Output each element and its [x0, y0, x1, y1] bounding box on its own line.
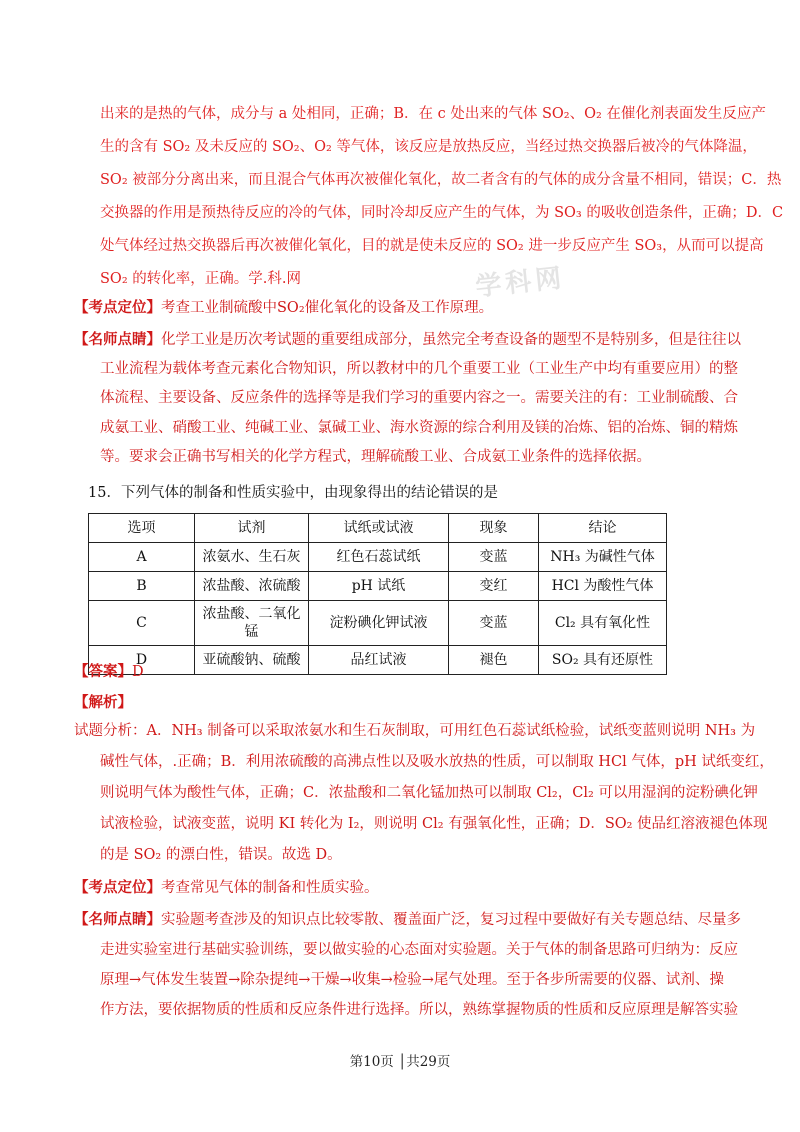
table-cell: 褪色: [449, 646, 539, 675]
table-cell: 变红: [449, 572, 539, 601]
kaodian-text: 考查工业制硫酸中SO₂催化氧化的设备及工作原理。: [161, 300, 494, 316]
table-header-cell: 现象: [449, 514, 539, 543]
table-header-cell: 试剂: [195, 514, 309, 543]
mingshi-line: 成氨工业、硝酸工业、纯碱工业、氯碱工业、海水资源的综合利用及镁的冶炼、铝的冶炼、铜的精炼: [100, 419, 738, 436]
experiment-table: [88, 513, 667, 675]
intro-line: 交换器的作用是预热待反应的冷的气体，同时冷却反应产生的气体，为 SO₃ 的吸收创造条件，正确；D．C: [100, 205, 784, 221]
table-cell: 红色石蕊试纸: [309, 543, 449, 572]
kaodian-text: 考查常见气体的制备和性质实验。: [161, 880, 379, 896]
table-cell: 变蓝: [449, 601, 539, 646]
table-cell: 变蓝: [449, 543, 539, 572]
table-cell: 淀粉碘化钾试液: [309, 601, 449, 646]
jiexi-section: [74, 688, 734, 718]
question-15: [88, 479, 748, 509]
mingshi-line: 体流程、主要设备、反应条件的选择等是我们学习的重要内容之一。需要关注的有：工业制硫酸、合: [100, 390, 738, 406]
table-cell: 浓氨水、生石灰: [195, 543, 309, 572]
table-cell: D: [89, 646, 195, 675]
table-header-cell: 结论: [539, 514, 667, 543]
page-footer: 第10页 │共29页: [349, 1054, 451, 1070]
analysis-line: 试液检验，试液变蓝，说明 KI 转化为 I₂，则说明 Cl₂ 有强氧化性，正确；D．SO₂ 使品红溶液褪色体现: [100, 816, 768, 832]
answer-tag: 【答案】: [74, 663, 132, 680]
mingshi-tag: 【名师点睛】: [74, 911, 161, 928]
table-cell: C: [89, 601, 195, 646]
intro-line: SO₂ 被部分分离出来，而且混合气体再次被催化氧化，故二者含有的气体的成分含量不相同，错误；C．热: [100, 172, 782, 188]
question-text: 15．下列气体的制备和性质实验中，由现象得出的结论错误的是: [88, 485, 498, 501]
analysis-paragraph: [74, 716, 774, 871]
analysis-line: 试题分析：A．NH₃ 制备可以采取浓氨水和生石灰制取，可用红色石蕊试纸检验，试纸变蓝则说明 NH₃ 为: [74, 723, 756, 739]
kaodian-tag: 【考点定位】: [74, 879, 161, 896]
kaodian-tag: 【考点定位】: [74, 299, 161, 316]
mingshi-section-2: [74, 905, 741, 1025]
table-cell: SO₂ 具有还原性: [539, 646, 667, 675]
intro-line: 出来的是热的气体，成分与 a 处相同，正确；B．在 c 处出来的气体 SO₂、O₂ 在催化剂表面发生反应产: [100, 106, 766, 122]
table-header-row: [89, 514, 667, 543]
mingshi-line: 走进实验室进行基础实验训练，要以做实验的心态面对实验题。关于气体的制备思路可归纳为：反应: [100, 942, 738, 958]
kaodian-section-2: [74, 873, 734, 903]
mingshi-first-line: 化学工业是历次考试题的重要组成部分，虽然完全考查设备的题型不是特别多，但是往往以: [161, 332, 741, 348]
answer-value: D: [132, 664, 144, 680]
table-row: [89, 543, 667, 572]
table-cell: 浓盐酸、二氧化锰: [195, 601, 309, 646]
jiexi-tag: 【解析】: [74, 694, 132, 711]
table-row: [89, 601, 667, 646]
analysis-line: 的是 SO₂ 的漂白性，错误。故选 D。: [100, 847, 342, 863]
analysis-line: 碱性气体，.正确；B．利用浓硫酸的高沸点性以及吸水放热的性质，可以制取 HCl 气体，pH 试纸变红，: [100, 754, 774, 770]
kaodian-section-1: [74, 293, 734, 323]
answer-section: [74, 657, 734, 687]
table-cell: Cl₂ 具有氧化性: [539, 601, 667, 646]
table-cell: NH₃ 为碱性气体: [539, 543, 667, 572]
table-header-cell: 试纸或试液: [309, 514, 449, 543]
table-cell: 亚硫酸钠、硫酸: [195, 646, 309, 675]
mingshi-line: 等。要求会正确书写相关的化学方程式，理解硫酸工业、合成氨工业条件的选择依据。: [100, 449, 651, 465]
table-cell: pH 试纸: [309, 572, 449, 601]
watermark-logo: 学科网: [474, 263, 567, 303]
table-cell: 品红试液: [309, 646, 449, 675]
table-header-cell: 选项: [89, 514, 195, 543]
mingshi-first-line: 实验题考查涉及的知识点比较零散、覆盖面广泛，复习过程中要做好有关专题总结、尽量多: [161, 912, 741, 928]
analysis-line: 则说明气体为酸性气体，正确；C．浓盐酸和二氧化锰加热可以制取 Cl₂，Cl₂ 可以用湿润的淀粉碘化钾: [100, 785, 758, 801]
mingshi-line: 原理→气体发生装置→除杂提纯→干燥→收集→检验→尾气处理。至于各步所需要的仪器、试剂、操: [100, 972, 724, 988]
mingshi-tag: 【名师点睛】: [74, 331, 161, 348]
intro-paragraph: [100, 98, 784, 296]
table-cell: A: [89, 543, 195, 572]
mingshi-line: 工业流程为载体考查元素化合物知识，所以教材中的几个重要工业（工业生产中均有重要应用）的整: [100, 360, 738, 377]
intro-line: SO₂ 的转化率，正确。学.科.网: [100, 271, 301, 287]
mingshi-section-1: [74, 325, 741, 473]
table-row: [89, 572, 667, 601]
intro-line: 处气体经过热交换器后再次被催化氧化，目的就是使未反应的 SO₂ 进一步反应产生 SO₃，从而可以提高: [100, 238, 764, 254]
table-cell: B: [89, 572, 195, 601]
mingshi-line: 作方法，要依据物质的性质和反应条件进行选择。所以，熟练掌握物质的性质和反应原理是解答实验: [100, 1002, 738, 1018]
table-cell: 浓盐酸、浓硫酸: [195, 572, 309, 601]
intro-line: 生的含有 SO₂ 及未反应的 SO₂、O₂ 等气体，该反应是放热反应，当经过热交换器后被冷的气体降温，: [100, 139, 757, 155]
table-cell: HCl 为酸性气体: [539, 572, 667, 601]
